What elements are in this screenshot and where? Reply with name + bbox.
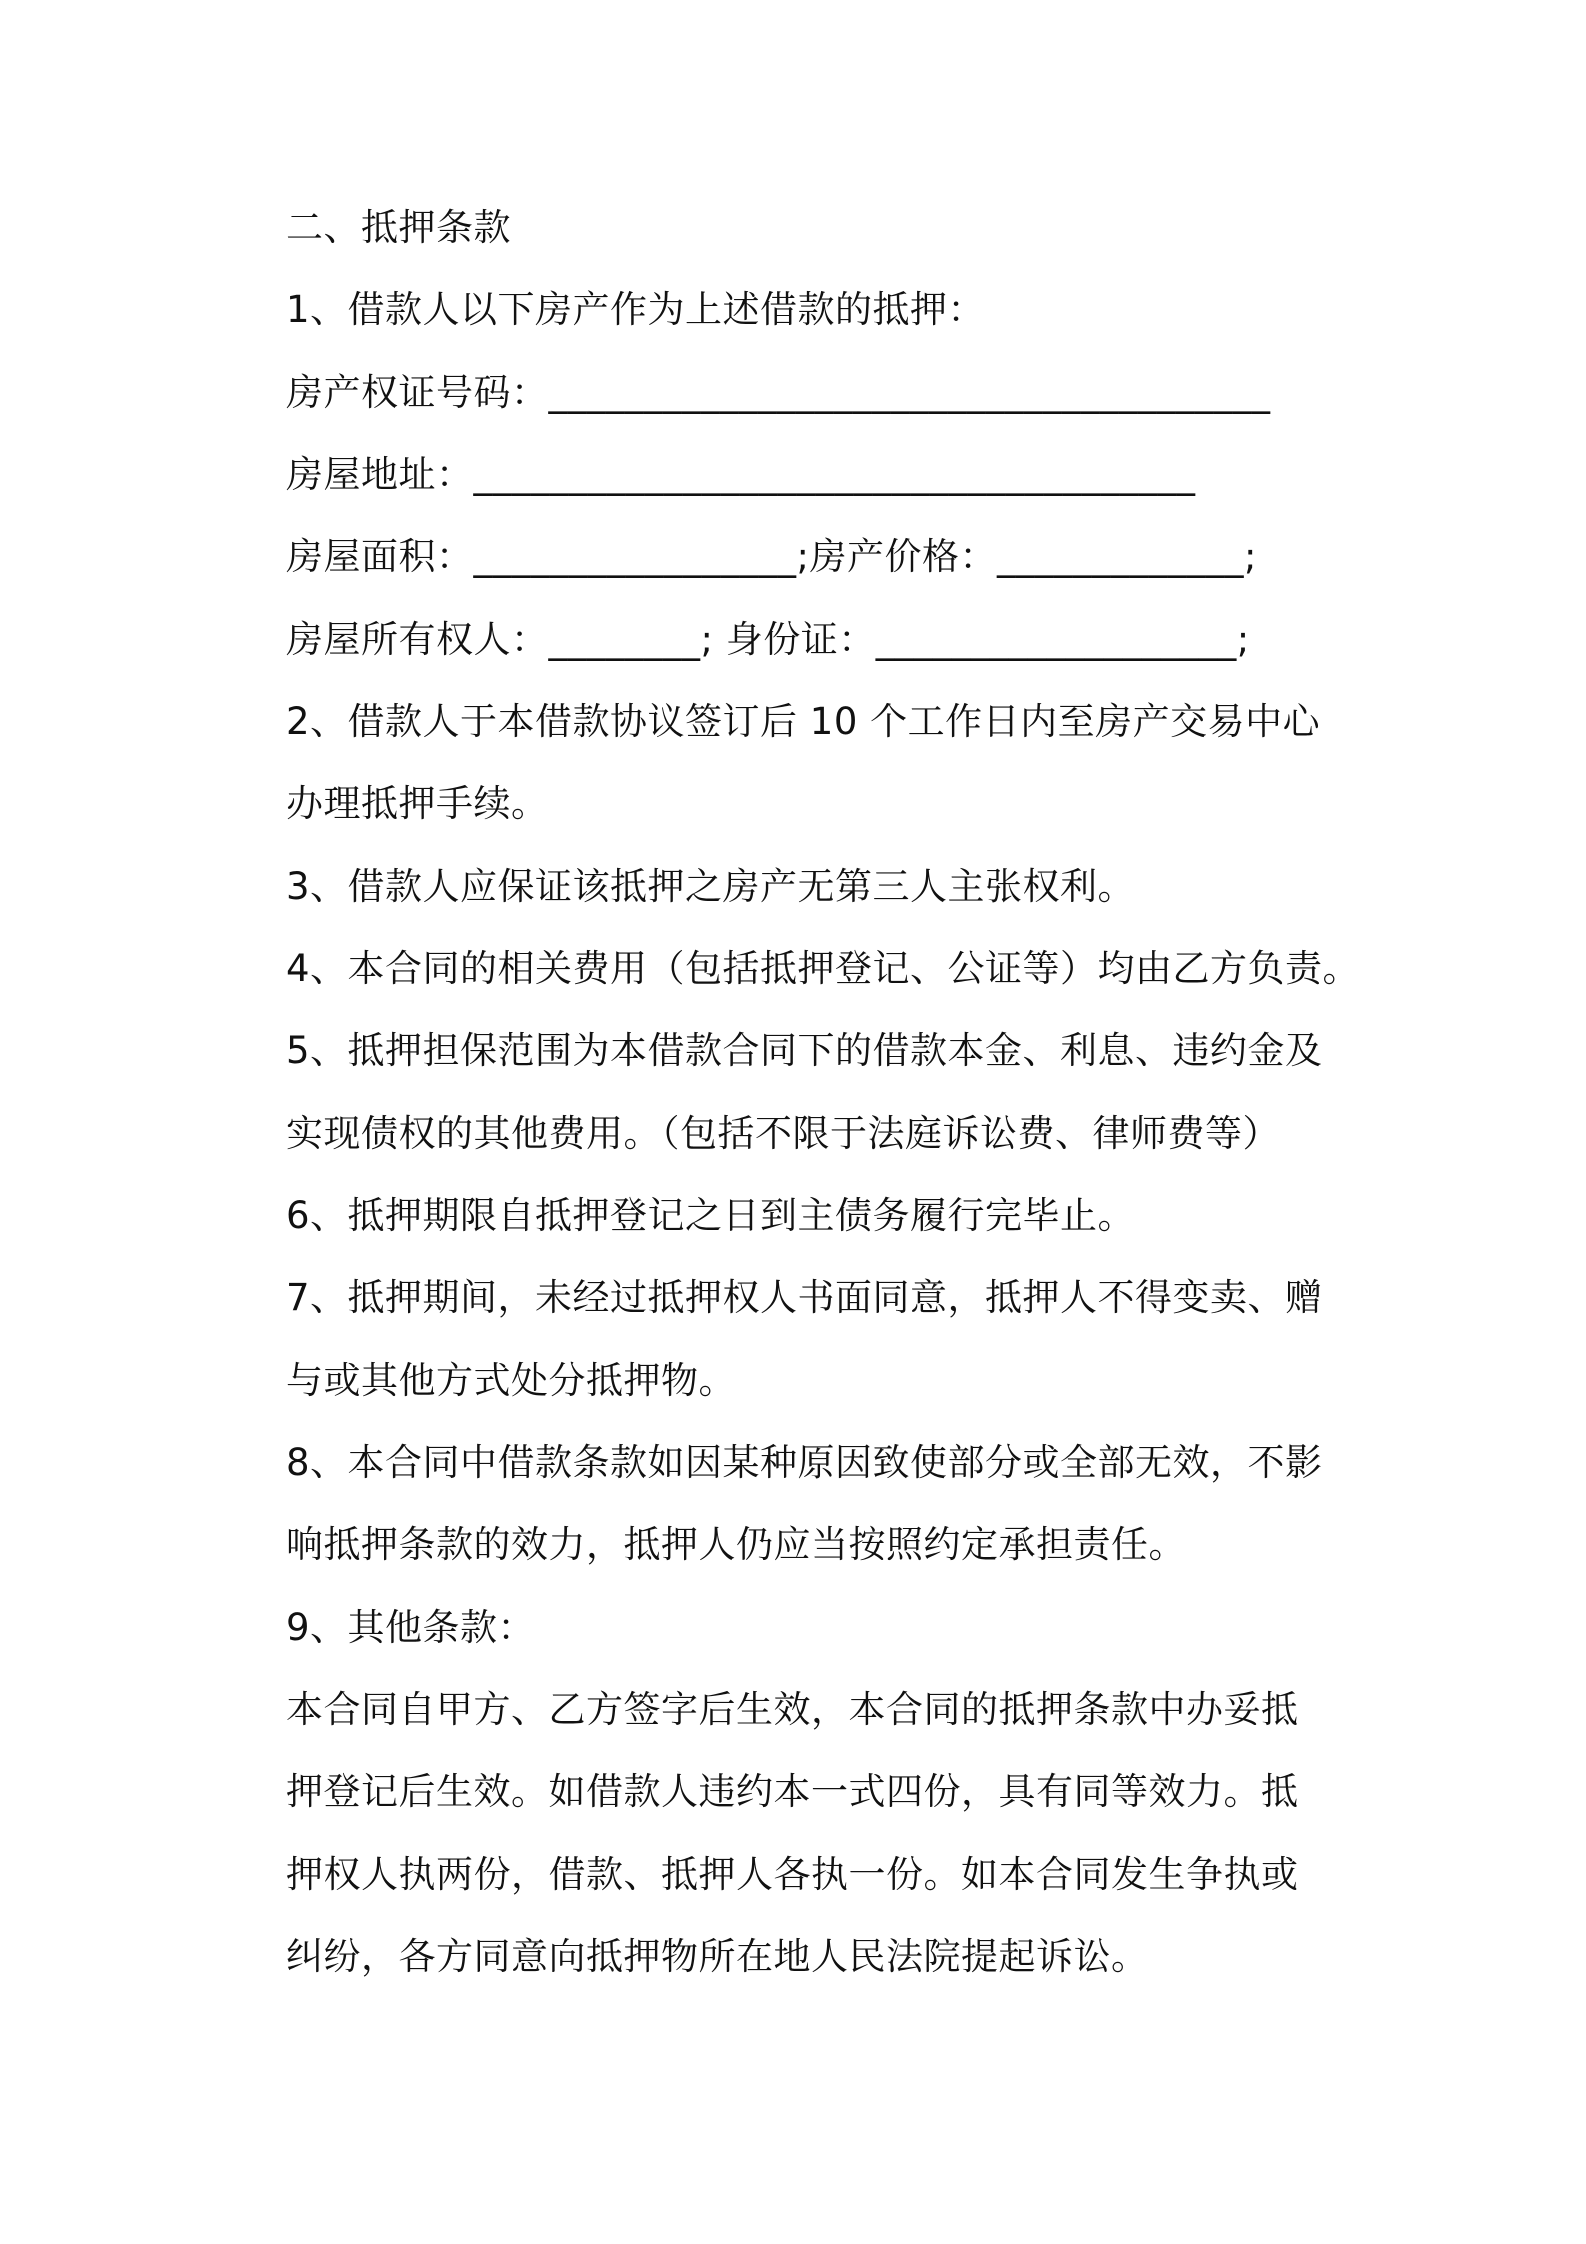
field-property-cert-no: 房产权证号码：______________________________________ [286, 371, 1271, 414]
clause-9-line-1: 本合同自甲方、乙方签字后生效，本合同的抵押条款中办妥抵 [286, 1688, 1299, 1731]
clause-8-line-1: 8、本合同中借款条款如因某种原因致使部分或全部无效，不影 [286, 1441, 1323, 1484]
field-house-address: 房屋地址：______________________________________ [286, 453, 1196, 496]
clause-3: 3、借款人应保证该抵押之房产无第三人主张权利。 [286, 865, 1136, 908]
clause-5-line-1: 5、抵押担保范围为本借款合同下的借款本金、利息、违约金及 [286, 1029, 1323, 1072]
clause-4: 4、本合同的相关费用（包括抵押登记、公证等）均由乙方负责。 [286, 947, 1361, 990]
clause-5-line-2: 实现债权的其他费用。（包括不限于法庭诉讼费、律师费等） [286, 1112, 1280, 1155]
clause-8-line-2: 响抵押条款的效力，抵押人仍应当按照约定承担责任。 [286, 1523, 1186, 1566]
clause-9-line-3: 押权人执两份，借款、抵押人各执一份。如本合同发生争执或 [286, 1853, 1299, 1896]
clause-2-line-2: 办理抵押手续。 [286, 782, 549, 825]
clause-9-heading: 9、其他条款： [286, 1606, 536, 1649]
field-area-and-price: 房屋面积：_________________;房产价格：_____________; [286, 535, 1257, 578]
clause-1: 1、借款人以下房产作为上述借款的抵押： [286, 288, 986, 331]
section-heading: 二、抵押条款 [286, 206, 511, 249]
clause-9-line-2: 押登记后生效。如借款人违约本一式四份，具有同等效力。抵 [286, 1770, 1299, 1813]
clause-7-line-2: 与或其他方式处分抵押物。 [286, 1359, 736, 1402]
clause-2-line-1: 2、借款人于本借款协议签订后 10 个工作日内至房产交易中心 [286, 700, 1321, 743]
clause-9-line-4: 纠纷，各方同意向抵押物所在地人民法院提起诉讼。 [286, 1935, 1149, 1978]
field-owner-and-id: 房屋所有权人：________; 身份证：___________________; [286, 618, 1250, 661]
clause-6: 6、抵押期限自抵押登记之日到主债务履行完毕止。 [286, 1194, 1136, 1237]
clause-7-line-1: 7、抵押期间，未经过抵押权人书面同意，抵押人不得变卖、赠 [286, 1276, 1323, 1319]
